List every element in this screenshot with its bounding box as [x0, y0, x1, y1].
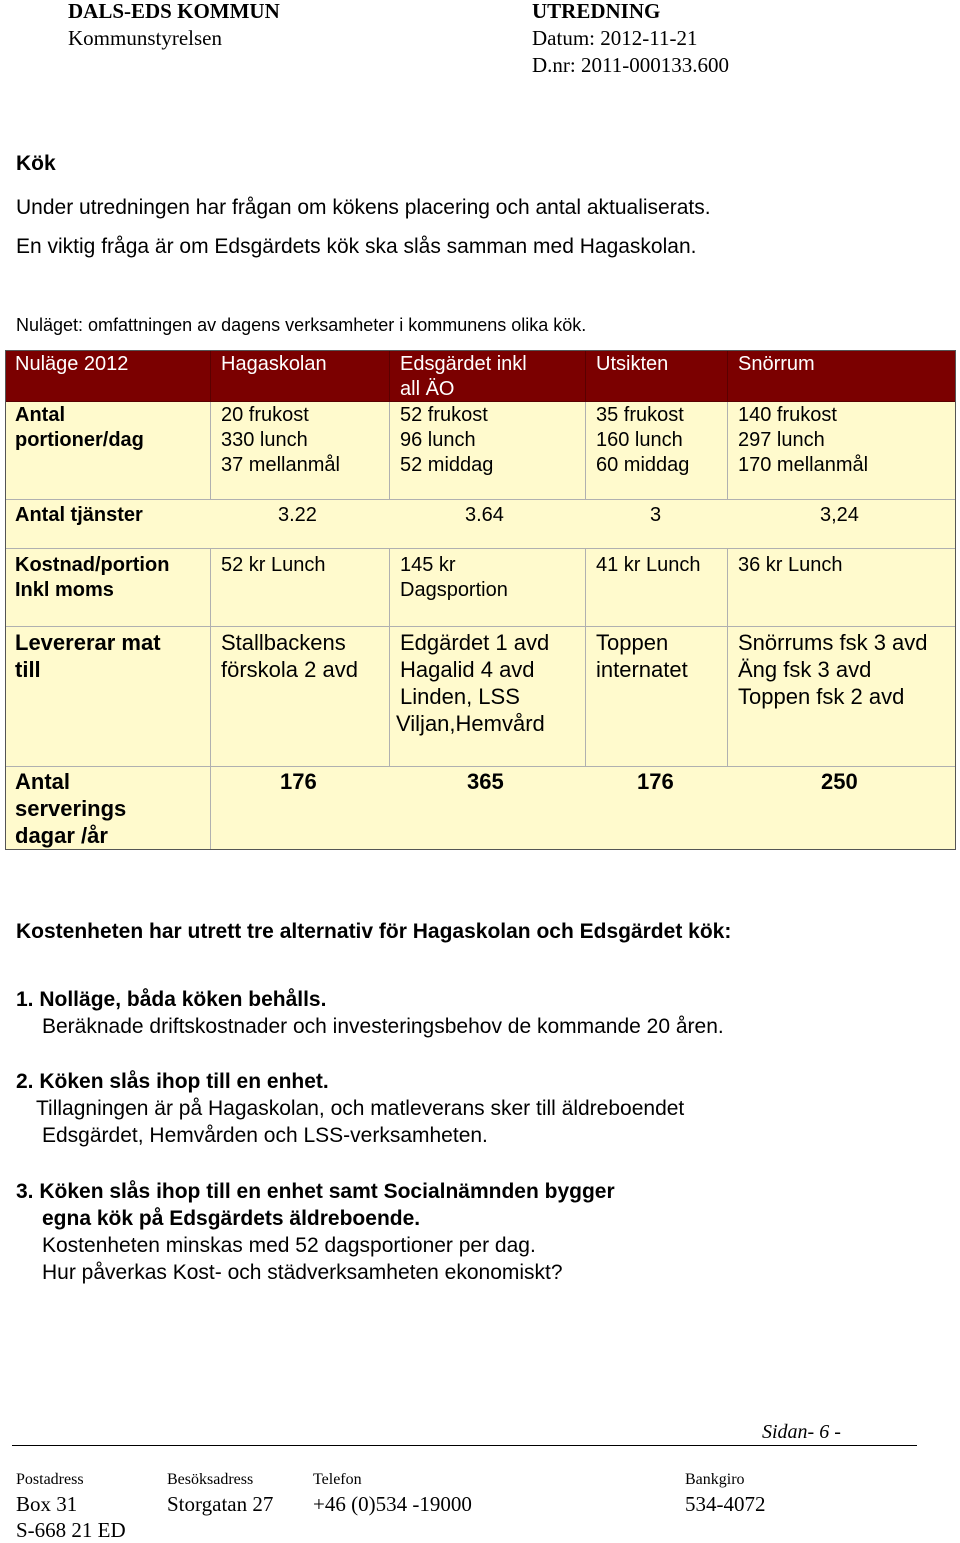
levererar-value: Edgärdet 1 avd	[400, 630, 550, 655]
header-edsgardet-2: all ÄO	[400, 378, 455, 400]
kostnad-value: 52 kr Lunch	[221, 554, 326, 576]
header-cell	[586, 350, 728, 402]
levererar-label-1: Levererar mat	[15, 630, 161, 655]
section-heading: Kök	[16, 152, 56, 175]
alt1-title: 1. Nolläge, båda köken behålls.	[16, 988, 327, 1011]
table-cell	[586, 627, 728, 767]
portions-value: 170 mellanmål	[738, 454, 869, 476]
footer-telefon: +46 (0)534 -19000	[313, 1492, 472, 1516]
dagar-values-cell	[211, 767, 956, 850]
alt3-title-2: egna kök på Edsgärdets äldreboende.	[42, 1207, 421, 1230]
intro-line-2: En viktig fråga är om Edsgärdets kök ska slås samman med Hagaskolan.	[16, 235, 697, 258]
alt3-title-1: 3. Köken slås ihop till en enhet samt Socialnämnden bygger	[16, 1180, 615, 1203]
header-edsgardet-1: Edsgärdet inkl	[400, 353, 527, 375]
dagar-value: 176	[637, 769, 674, 794]
levererar-value: internatet	[596, 657, 688, 682]
header-snorrum: Snörrum	[738, 353, 815, 375]
header-hagaskolan: Hagaskolan	[221, 353, 327, 375]
row-label-cell	[5, 402, 211, 500]
dagar-value: 176	[280, 769, 317, 794]
table-cell	[586, 402, 728, 500]
levererar-value: Toppen	[596, 630, 669, 655]
portions-value: 35 frukost	[596, 404, 684, 426]
row-label-cell	[5, 627, 211, 767]
intro-line-1: Under utredningen har frågan om kökens placering och antal aktualiserats.	[16, 196, 711, 219]
dagar-value: 250	[821, 769, 858, 794]
alt2-text-1: Tillagningen är på Hagaskolan, och matleverans sker till äldreboendet	[36, 1097, 685, 1120]
portions-label-2: portioner/dag	[15, 429, 144, 451]
kitchen-table	[5, 350, 956, 850]
levererar-value: Hagalid 4 avd	[400, 657, 535, 682]
portions-value: 160 lunch	[596, 429, 683, 451]
table-cell	[586, 549, 728, 627]
alt3-text-2: Hur påverkas Kost- och städverksamheten ekonomiskt?	[42, 1261, 563, 1284]
table-cell	[211, 402, 390, 500]
footer-besoksadress-label: Besöksadress	[167, 1471, 254, 1488]
portions-value: 37 mellanmål	[221, 454, 340, 476]
levererar-value: förskola 2 avd	[221, 657, 358, 682]
levererar-value: Stallbackens	[221, 630, 346, 655]
table-cell	[728, 627, 956, 767]
department: Kommunstyrelsen	[68, 26, 222, 50]
portions-value: 297 lunch	[738, 429, 825, 451]
dagar-label-3: dagar /år	[15, 823, 108, 848]
table-cell	[211, 627, 390, 767]
header-cell	[390, 350, 586, 402]
alternatives-heading: Kostenheten har utrett tre alternativ för Hagaskolan och Edsgärdet kök:	[16, 920, 732, 943]
header-cell	[211, 350, 390, 402]
kostnad-value: 36 kr Lunch	[738, 554, 843, 576]
page-number: Sidan- 6 -	[762, 1421, 841, 1443]
portions-value: 140 frukost	[738, 404, 837, 426]
header-utsikten: Utsikten	[596, 353, 669, 375]
tjanster-value: 3.22	[278, 504, 317, 526]
kostnad-value: 41 kr Lunch	[596, 554, 701, 576]
footer-postort: S-668 21 ED	[16, 1518, 126, 1542]
footer-besoksadress: Storgatan 27	[167, 1492, 274, 1516]
header-nulage: Nuläge 2012	[15, 353, 129, 375]
tjanster-value: 3	[650, 504, 662, 526]
document-number: D.nr: 2011-000133.600	[532, 53, 729, 77]
kostnad-label-2: Inkl moms	[15, 579, 114, 601]
row-label-cell	[5, 767, 211, 850]
header-cell	[5, 350, 211, 402]
table-cell	[728, 549, 956, 627]
dagar-label-2: serverings	[15, 796, 127, 821]
table-cell	[390, 627, 586, 767]
levererar-value: Toppen fsk 2 avd	[738, 684, 905, 709]
tjanster-value: 3.64	[465, 504, 504, 526]
document-date: Datum: 2012-11-21	[532, 26, 698, 50]
footer-postadress-label: Postadress	[16, 1471, 84, 1488]
footer-postadress: Box 31	[16, 1492, 78, 1516]
tjanster-label: Antal tjänster	[15, 504, 143, 526]
table-cell	[728, 402, 956, 500]
dagar-value: 365	[467, 769, 504, 794]
portions-value: 52 frukost	[400, 404, 488, 426]
kostnad-value: Dagsportion	[400, 579, 508, 601]
document-type: UTREDNING	[532, 0, 661, 23]
kostnad-value: 145 kr	[400, 554, 456, 576]
portions-value: 52 middag	[400, 454, 494, 476]
footer-bankgiro-label: Bankgiro	[685, 1471, 745, 1488]
alt3-text-1: Kostenheten minskas med 52 dagsportioner per dag.	[42, 1234, 536, 1257]
org-name: DALS-EDS KOMMUN	[68, 0, 280, 23]
alt1-text: Beräknade driftskostnader och investeringsbehov de kommande 20 åren.	[42, 1015, 724, 1038]
dagar-label-1: Antal	[15, 769, 70, 794]
portions-value: 330 lunch	[221, 429, 308, 451]
portions-value: 20 frukost	[221, 404, 309, 426]
portions-value: 60 middag	[596, 454, 690, 476]
row-label-cell	[5, 549, 211, 627]
alt2-text-2: Edsgärdet, Hemvården och LSS-verksamheten.	[42, 1124, 488, 1147]
portions-value: 96 lunch	[400, 429, 476, 451]
intro-line-3: Nuläget: omfattningen av dagens verksamheter i kommunens olika kök.	[16, 315, 587, 335]
levererar-value: Viljan,Hemvård	[396, 711, 545, 736]
footer-telefon-label: Telefon	[313, 1471, 362, 1488]
header-cell	[728, 350, 956, 402]
alt2-title: 2. Köken slås ihop till en enhet.	[16, 1070, 329, 1093]
tjanster-row	[5, 500, 956, 549]
footer-divider	[12, 1445, 917, 1446]
table-cell	[390, 549, 586, 627]
levererar-value: Äng fsk 3 avd	[738, 657, 872, 682]
portions-label-1: Antal	[15, 404, 65, 426]
levererar-value: Linden, LSS	[400, 684, 520, 709]
table-cell	[211, 549, 390, 627]
kostnad-label-1: Kostnad/portion	[15, 554, 170, 576]
tjanster-value: 3,24	[820, 504, 859, 526]
levererar-value: Snörrums fsk 3 avd	[738, 630, 928, 655]
table-cell	[390, 402, 586, 500]
footer-bankgiro: 534-4072	[685, 1492, 766, 1516]
levererar-label-2: till	[15, 657, 41, 682]
